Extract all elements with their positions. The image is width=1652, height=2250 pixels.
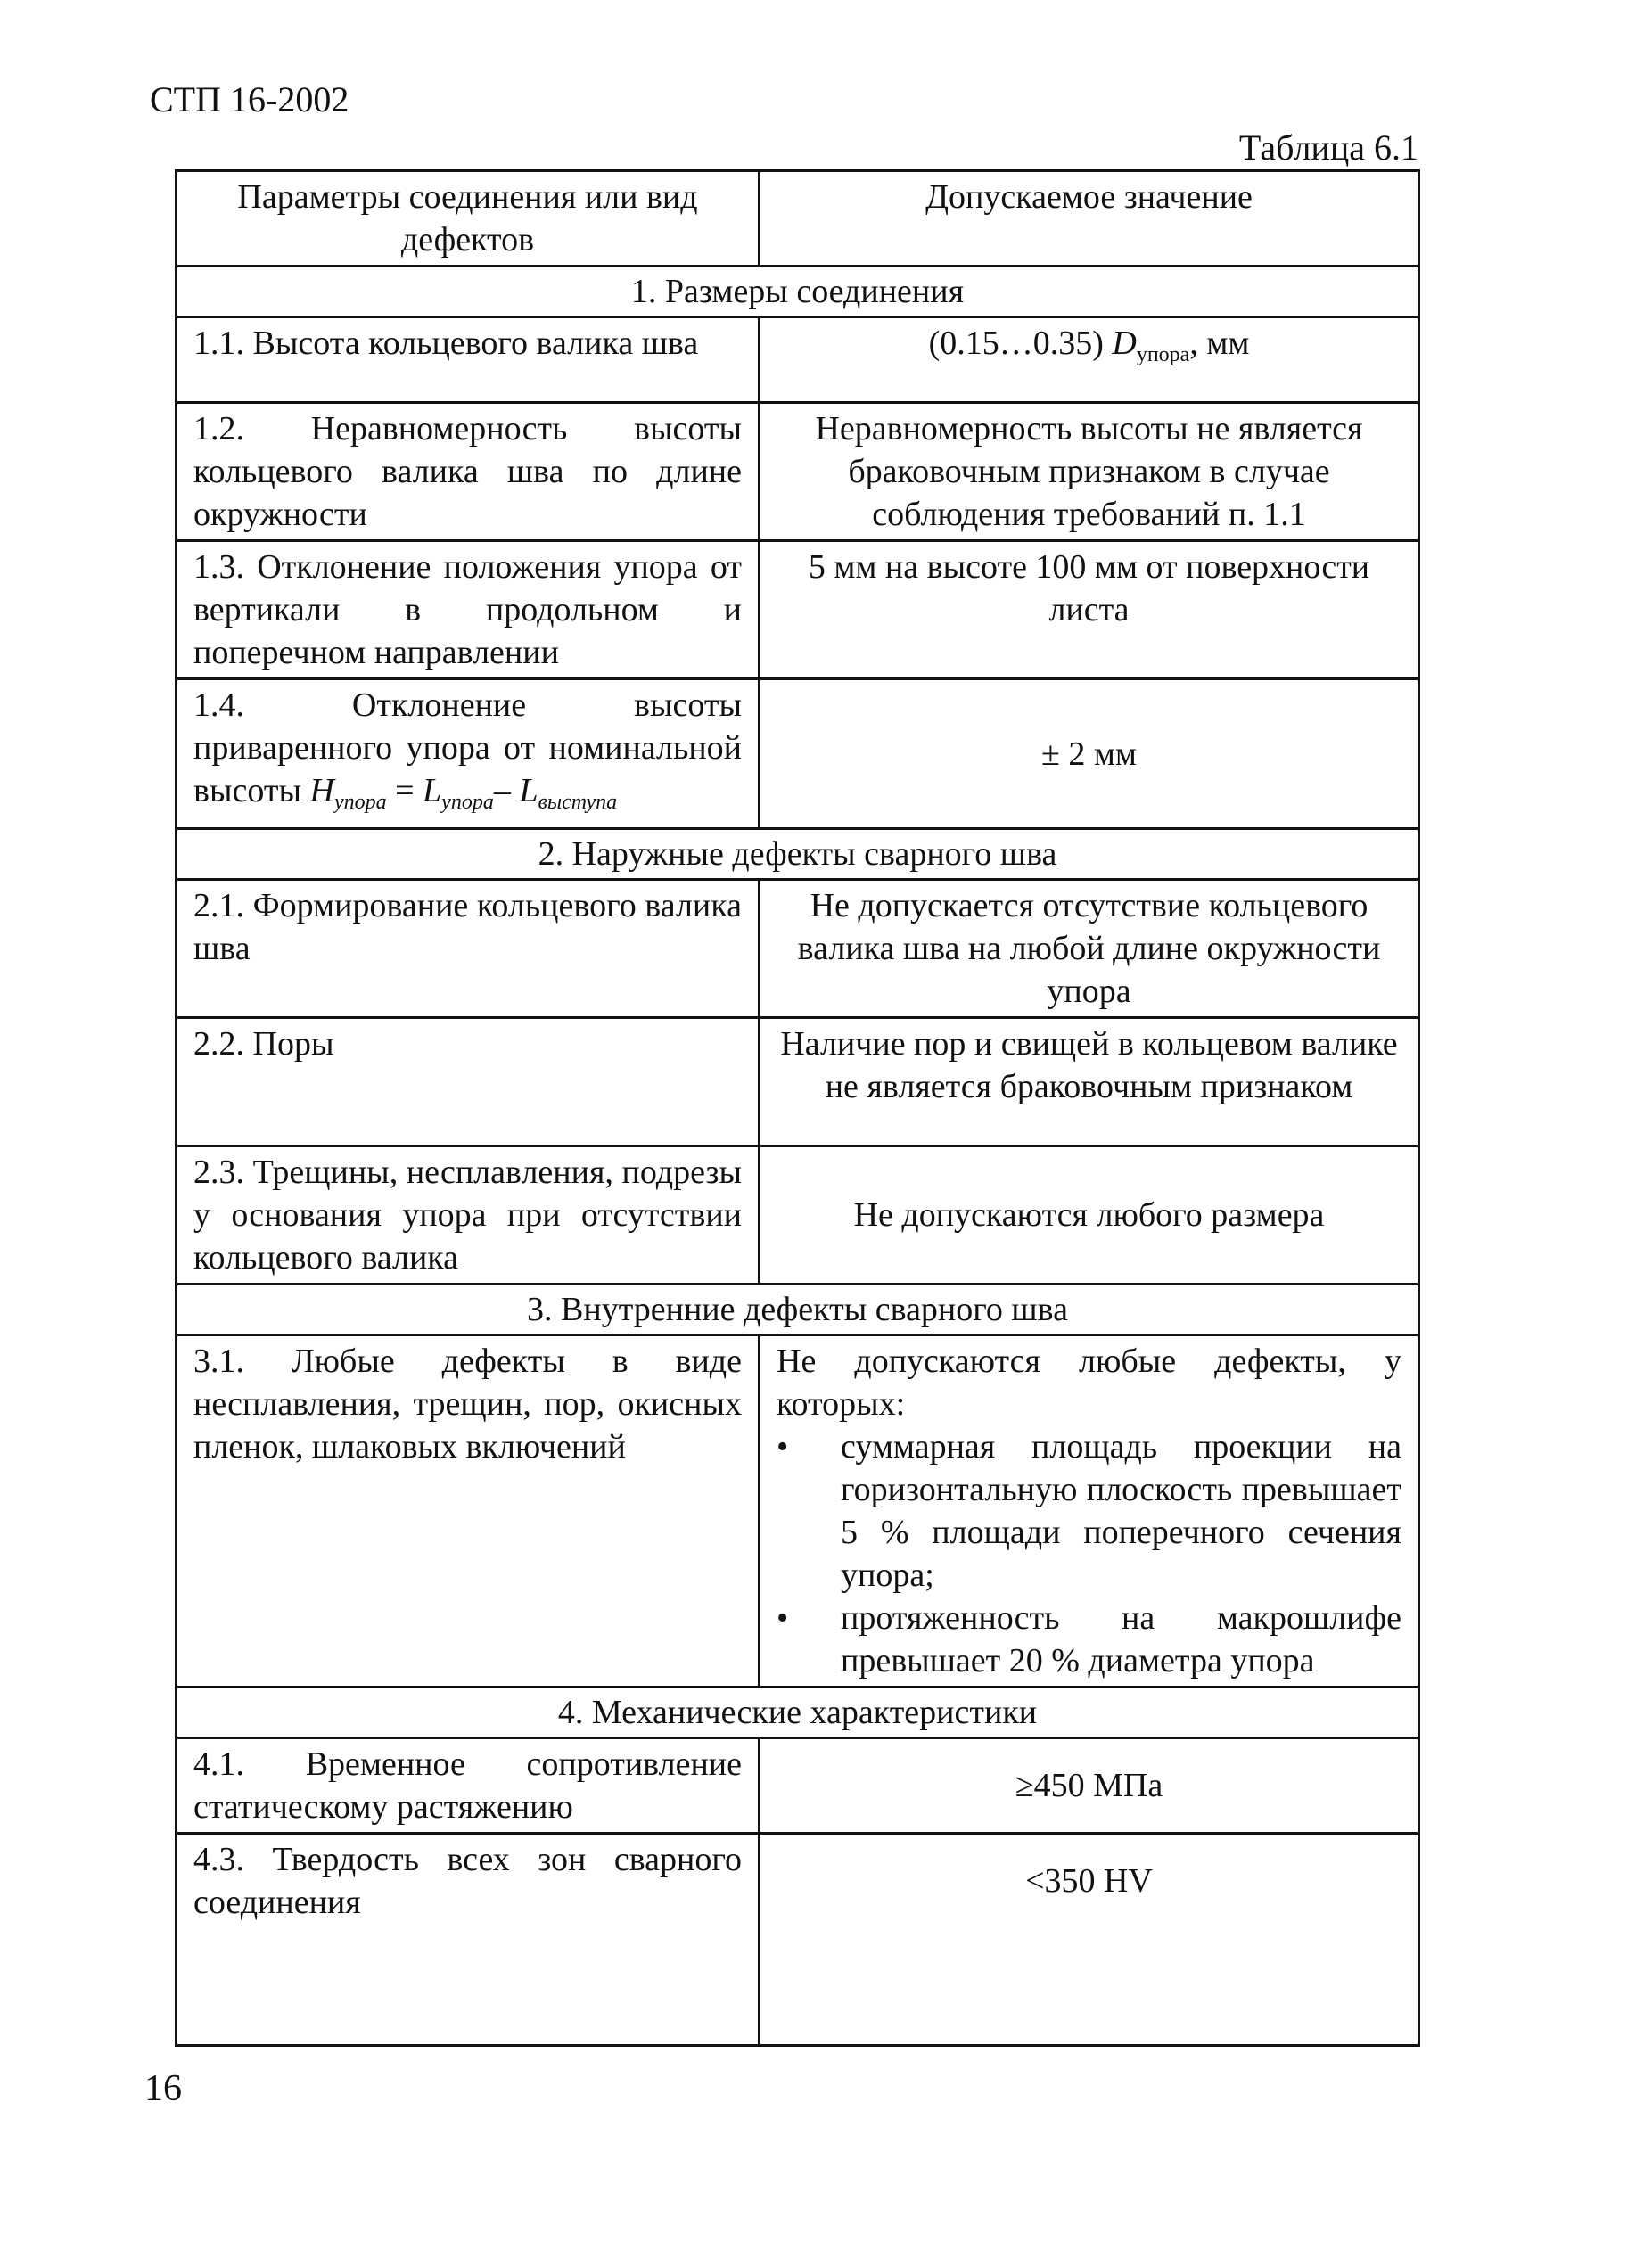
formula-h: H <box>309 772 334 809</box>
bullet-icon: • <box>777 1599 789 1637</box>
list-item <box>777 1597 1401 1682</box>
formula-equals: = <box>386 772 423 809</box>
section-row <box>177 1688 1419 1738</box>
column-header-parameters: Параметры соединения или вид дефектов <box>177 171 760 267</box>
value-intro: Не допускаются любые дефекты, у которых: <box>777 1343 1401 1423</box>
table-row <box>177 403 1419 541</box>
requirements-table <box>175 169 1420 2047</box>
bullet-icon: • <box>777 1428 789 1466</box>
table-row <box>177 880 1419 1018</box>
table-row <box>177 1335 1419 1688</box>
table-caption: Таблица 6.1 <box>1238 127 1418 168</box>
list-item-text: суммарная площадь проекции на горизонтальную плоскость превышает 5 % площади поперечного сечения упора; <box>841 1428 1401 1594</box>
list-item-text: протяженность на макрошлифе превышает 20 % диаметра упора <box>841 1599 1401 1679</box>
section-title-internal-defects: 3. Внутренние дефекты сварного шва <box>177 1285 1419 1335</box>
value-cell <box>760 317 1419 403</box>
value-variable: D <box>1112 324 1137 362</box>
section-title-external-defects: 2. Наружные дефекты сварного шва <box>177 829 1419 880</box>
param-cell: 1.3. Отклонение положения упора от вертикали в продольном и поперечном направлении <box>177 541 760 679</box>
formula-l: L <box>423 772 442 809</box>
value-cell: Наличие пор и свищей в кольцевом валике не является браковочным признаком <box>760 1018 1419 1146</box>
value-cell: <350 HV <box>760 1834 1419 2046</box>
formula-l2: L <box>519 772 538 809</box>
value-cell: Не допускаются любого размера <box>760 1146 1419 1285</box>
formula-l2-subscript: выступа <box>538 791 618 814</box>
section-row <box>177 1285 1419 1335</box>
value-cell: Неравномерность высоты не является браковочным признаком в случае соблюдения требований п. 1.1 <box>760 403 1419 541</box>
table-row <box>177 1738 1419 1834</box>
param-cell: 2.3. Трещины, несплавления, подрезы у основания упора при отсутствии кольцевого валика <box>177 1146 760 1285</box>
table-row <box>177 679 1419 829</box>
column-header-allowed-value: Допускаемое значение <box>760 171 1419 267</box>
list-item <box>777 1425 1401 1597</box>
table-row <box>177 1018 1419 1146</box>
value-unit: , мм <box>1189 324 1250 362</box>
table-row <box>177 317 1419 403</box>
param-cell: 2.2. Поры <box>177 1018 760 1146</box>
param-text: 1.4. Отклонение высоты приваренного упора от номинальной высоты <box>193 686 742 809</box>
formula-minus: – <box>493 772 520 809</box>
value-cell: Не допускается отсутствие кольцевого валика шва на любой длине окружности упора <box>760 880 1419 1018</box>
param-cell: 3.1. Любые дефекты в виде несплавления, трещин, пор, окисных пленок, шлаковых включений <box>177 1335 760 1688</box>
table-header-row <box>177 171 1419 267</box>
param-cell: 1.1. Высота кольцевого валика шва <box>177 317 760 403</box>
table-row <box>177 541 1419 679</box>
param-cell: 1.2. Неравномерность высоты кольцевого валика шва по длине окружности <box>177 403 760 541</box>
table-row <box>177 1834 1419 2046</box>
param-cell: 2.1. Формирование кольцевого валика шва <box>177 880 760 1018</box>
section-row <box>177 267 1419 317</box>
value-cell <box>760 1335 1419 1688</box>
section-row <box>177 829 1419 880</box>
formula-h-subscript: упора <box>333 791 387 814</box>
value-subscript: упора <box>1136 343 1190 366</box>
document-code: СТП 16-2002 <box>150 79 349 119</box>
requirements-list <box>777 1425 1401 1682</box>
section-title-mechanical: 4. Механические характеристики <box>177 1688 1419 1738</box>
page-number: 16 <box>144 2068 182 2109</box>
value-text: (0.15…0.35) <box>928 324 1113 362</box>
formula-l-subscript: упора <box>441 791 494 814</box>
value-cell: ± 2 мм <box>760 679 1419 829</box>
value-cell: ≥450 МПа <box>760 1738 1419 1834</box>
table-row <box>177 1146 1419 1285</box>
section-title-dimensions: 1. Размеры соединения <box>177 267 1419 317</box>
param-cell: 4.3. Твердость всех зон сварного соединения <box>177 1834 760 2046</box>
value-cell: 5 мм на высоте 100 мм от поверхности листа <box>760 541 1419 679</box>
param-cell: 4.1. Временное сопротивление статическому растяжению <box>177 1738 760 1834</box>
param-cell <box>177 679 760 829</box>
